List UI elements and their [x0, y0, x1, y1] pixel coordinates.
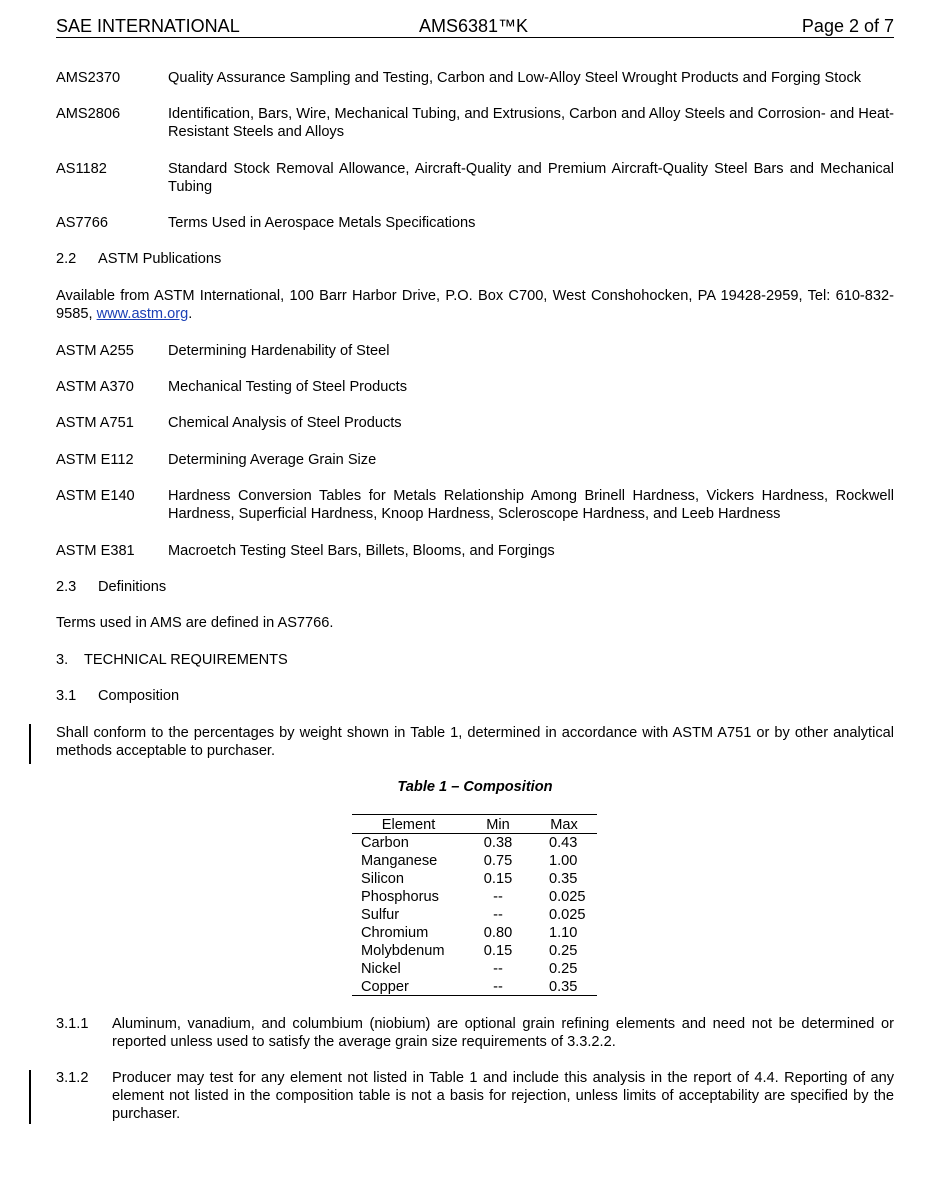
table-caption: Table 1 – Composition — [397, 779, 553, 795]
cell-element: Sulfur — [361, 907, 400, 923]
subsection-number: 3.1.1 — [56, 1016, 89, 1032]
cell-min: 0.15 — [483, 871, 513, 887]
subsection-text: Aluminum, vanadium, and columbium (niobium) are optional grain refining elements and need not be determined or reported unless used to satisfy the average grain size requirements of 3.3.2.2. — [112, 1016, 894, 1050]
cell-max: 0.35 — [549, 979, 578, 995]
table-top-rule — [352, 814, 597, 815]
reference-title: Mechanical Testing of Steel Products — [168, 379, 408, 395]
reference-code: ASTM A751 — [56, 415, 134, 431]
section-number: 2.3 — [56, 579, 77, 595]
section-number: 3.1 — [56, 688, 77, 704]
reference-code: ASTM A255 — [56, 343, 134, 359]
reference-code: ASTM E381 — [56, 543, 135, 559]
header-page-number: Page 2 of 7 — [801, 16, 894, 36]
subsection-number: 3.1.2 — [56, 1070, 89, 1086]
section-title: Definitions — [98, 579, 167, 595]
cell-max: 1.00 — [549, 853, 578, 869]
page-header — [56, 15, 894, 38]
column-header-max: Max — [550, 817, 578, 833]
reference-code: ASTM E112 — [56, 452, 134, 468]
section-title: ASTM Publications — [98, 251, 222, 267]
cell-element: Copper — [361, 979, 409, 995]
cell-min: -- — [493, 979, 503, 995]
cell-max: 0.43 — [549, 835, 578, 851]
cell-element: Nickel — [361, 961, 401, 977]
availability-text: Available from ASTM International, 100 Barr Harbor Drive, P.O. Box C700, West Conshohocken, PA 19428-2959, Tel: 610-832-9585, — [56, 288, 894, 322]
column-header-element: Element — [381, 817, 436, 833]
cell-max: 1.10 — [549, 925, 578, 941]
table-row — [352, 834, 597, 852]
reference-title: Quality Assurance Sampling and Testing, Carbon and Low-Alloy Steel Wrought Products and Forging Stock — [168, 70, 862, 86]
availability-end: . — [188, 306, 193, 322]
cell-max: 0.025 — [549, 907, 586, 923]
revision-change-bar — [29, 724, 31, 764]
table-row — [352, 960, 597, 978]
table-row — [352, 870, 597, 888]
cell-min: 0.15 — [483, 943, 513, 959]
cell-min: -- — [493, 961, 503, 977]
header-org: SAE INTERNATIONAL — [56, 16, 240, 36]
section-heading-3-1 — [56, 687, 179, 705]
composition-paragraph: Shall conform to the percentages by weight shown in Table 1, determined in accordance with ASTM A751 or by other analytical methods acceptable to purchaser. — [56, 725, 894, 759]
column-header-min: Min — [486, 817, 510, 833]
table-header-row — [352, 816, 597, 834]
astm-website-link[interactable]: www.astm.org — [96, 306, 189, 322]
cell-max: 0.25 — [549, 961, 578, 977]
cell-element: Chromium — [361, 925, 429, 941]
cell-min: -- — [493, 907, 503, 923]
reference-title: Macroetch Testing Steel Bars, Billets, Blooms, and Forgings — [168, 543, 555, 559]
table-row — [352, 978, 597, 996]
section-heading-2-2 — [56, 250, 221, 268]
revision-change-bar — [29, 1070, 31, 1124]
cell-max: 0.025 — [549, 889, 586, 905]
cell-element: Carbon — [361, 835, 409, 851]
reference-code: AS1182 — [56, 161, 107, 177]
reference-code: AMS2370 — [56, 70, 121, 86]
reference-code: AS7766 — [56, 215, 108, 231]
cell-max: 0.25 — [549, 943, 578, 959]
cell-min: 0.75 — [483, 853, 513, 869]
reference-title: Determining Average Grain Size — [168, 452, 377, 468]
reference-title: Standard Stock Removal Allowance, Aircraft-Quality and Premium Aircraft-Quality Steel Bars and Mechanical Tubing — [168, 161, 894, 195]
astm-availability-paragraph — [56, 287, 894, 323]
table-row — [352, 852, 597, 870]
table-row — [352, 924, 597, 942]
section-heading-2-3 — [56, 578, 166, 596]
reference-title: Terms Used in Aerospace Metals Specifications — [168, 215, 476, 231]
cell-min: 0.38 — [483, 835, 513, 851]
reference-code: ASTM A370 — [56, 379, 134, 395]
cell-max: 0.35 — [549, 871, 578, 887]
definitions-paragraph: Terms used in AMS are defined in AS7766. — [56, 615, 334, 631]
table-row — [352, 888, 597, 906]
table-row — [352, 942, 597, 960]
section-number: 2.2 — [56, 251, 77, 267]
cell-min: -- — [493, 889, 503, 905]
table-row — [352, 906, 597, 924]
reference-title: Determining Hardenability of Steel — [168, 343, 390, 359]
reference-title: Hardness Conversion Tables for Metals Relationship Among Brinell Hardness, Vickers Hardness, Rockwell Hardness, Superficial Hardness, Knoop Hardness, Scleroscope Hardness, and Leeb Hardness — [168, 488, 894, 522]
header-doc-number: AMS6381™K — [419, 16, 529, 36]
section-title: Composition — [98, 688, 180, 704]
cell-element: Molybdenum — [361, 943, 445, 959]
section-heading-3 — [56, 651, 288, 669]
cell-element: Silicon — [361, 871, 404, 887]
reference-code: ASTM E140 — [56, 488, 135, 504]
reference-code: AMS2806 — [56, 106, 121, 122]
reference-title: Identification, Bars, Wire, Mechanical Tubing, and Extrusions, Carbon and Alloy Steels and Corrosion- and Heat-Resistant Steels and Alloys — [168, 106, 894, 140]
cell-min: 0.80 — [483, 925, 513, 941]
cell-element: Manganese — [361, 853, 438, 869]
section-number: 3. — [56, 652, 69, 668]
subsection-text: Producer may test for any element not listed in Table 1 and include this analysis in the report of 4.4. Reporting of any element not listed in the composition table is not a basis for rejection, unless limits of acceptability are specified by the purchaser. — [112, 1070, 894, 1122]
section-title: TECHNICAL REQUIREMENTS — [84, 652, 288, 668]
reference-title: Chemical Analysis of Steel Products — [168, 415, 402, 431]
cell-element: Phosphorus — [361, 889, 439, 905]
table-bottom-rule — [352, 995, 597, 996]
